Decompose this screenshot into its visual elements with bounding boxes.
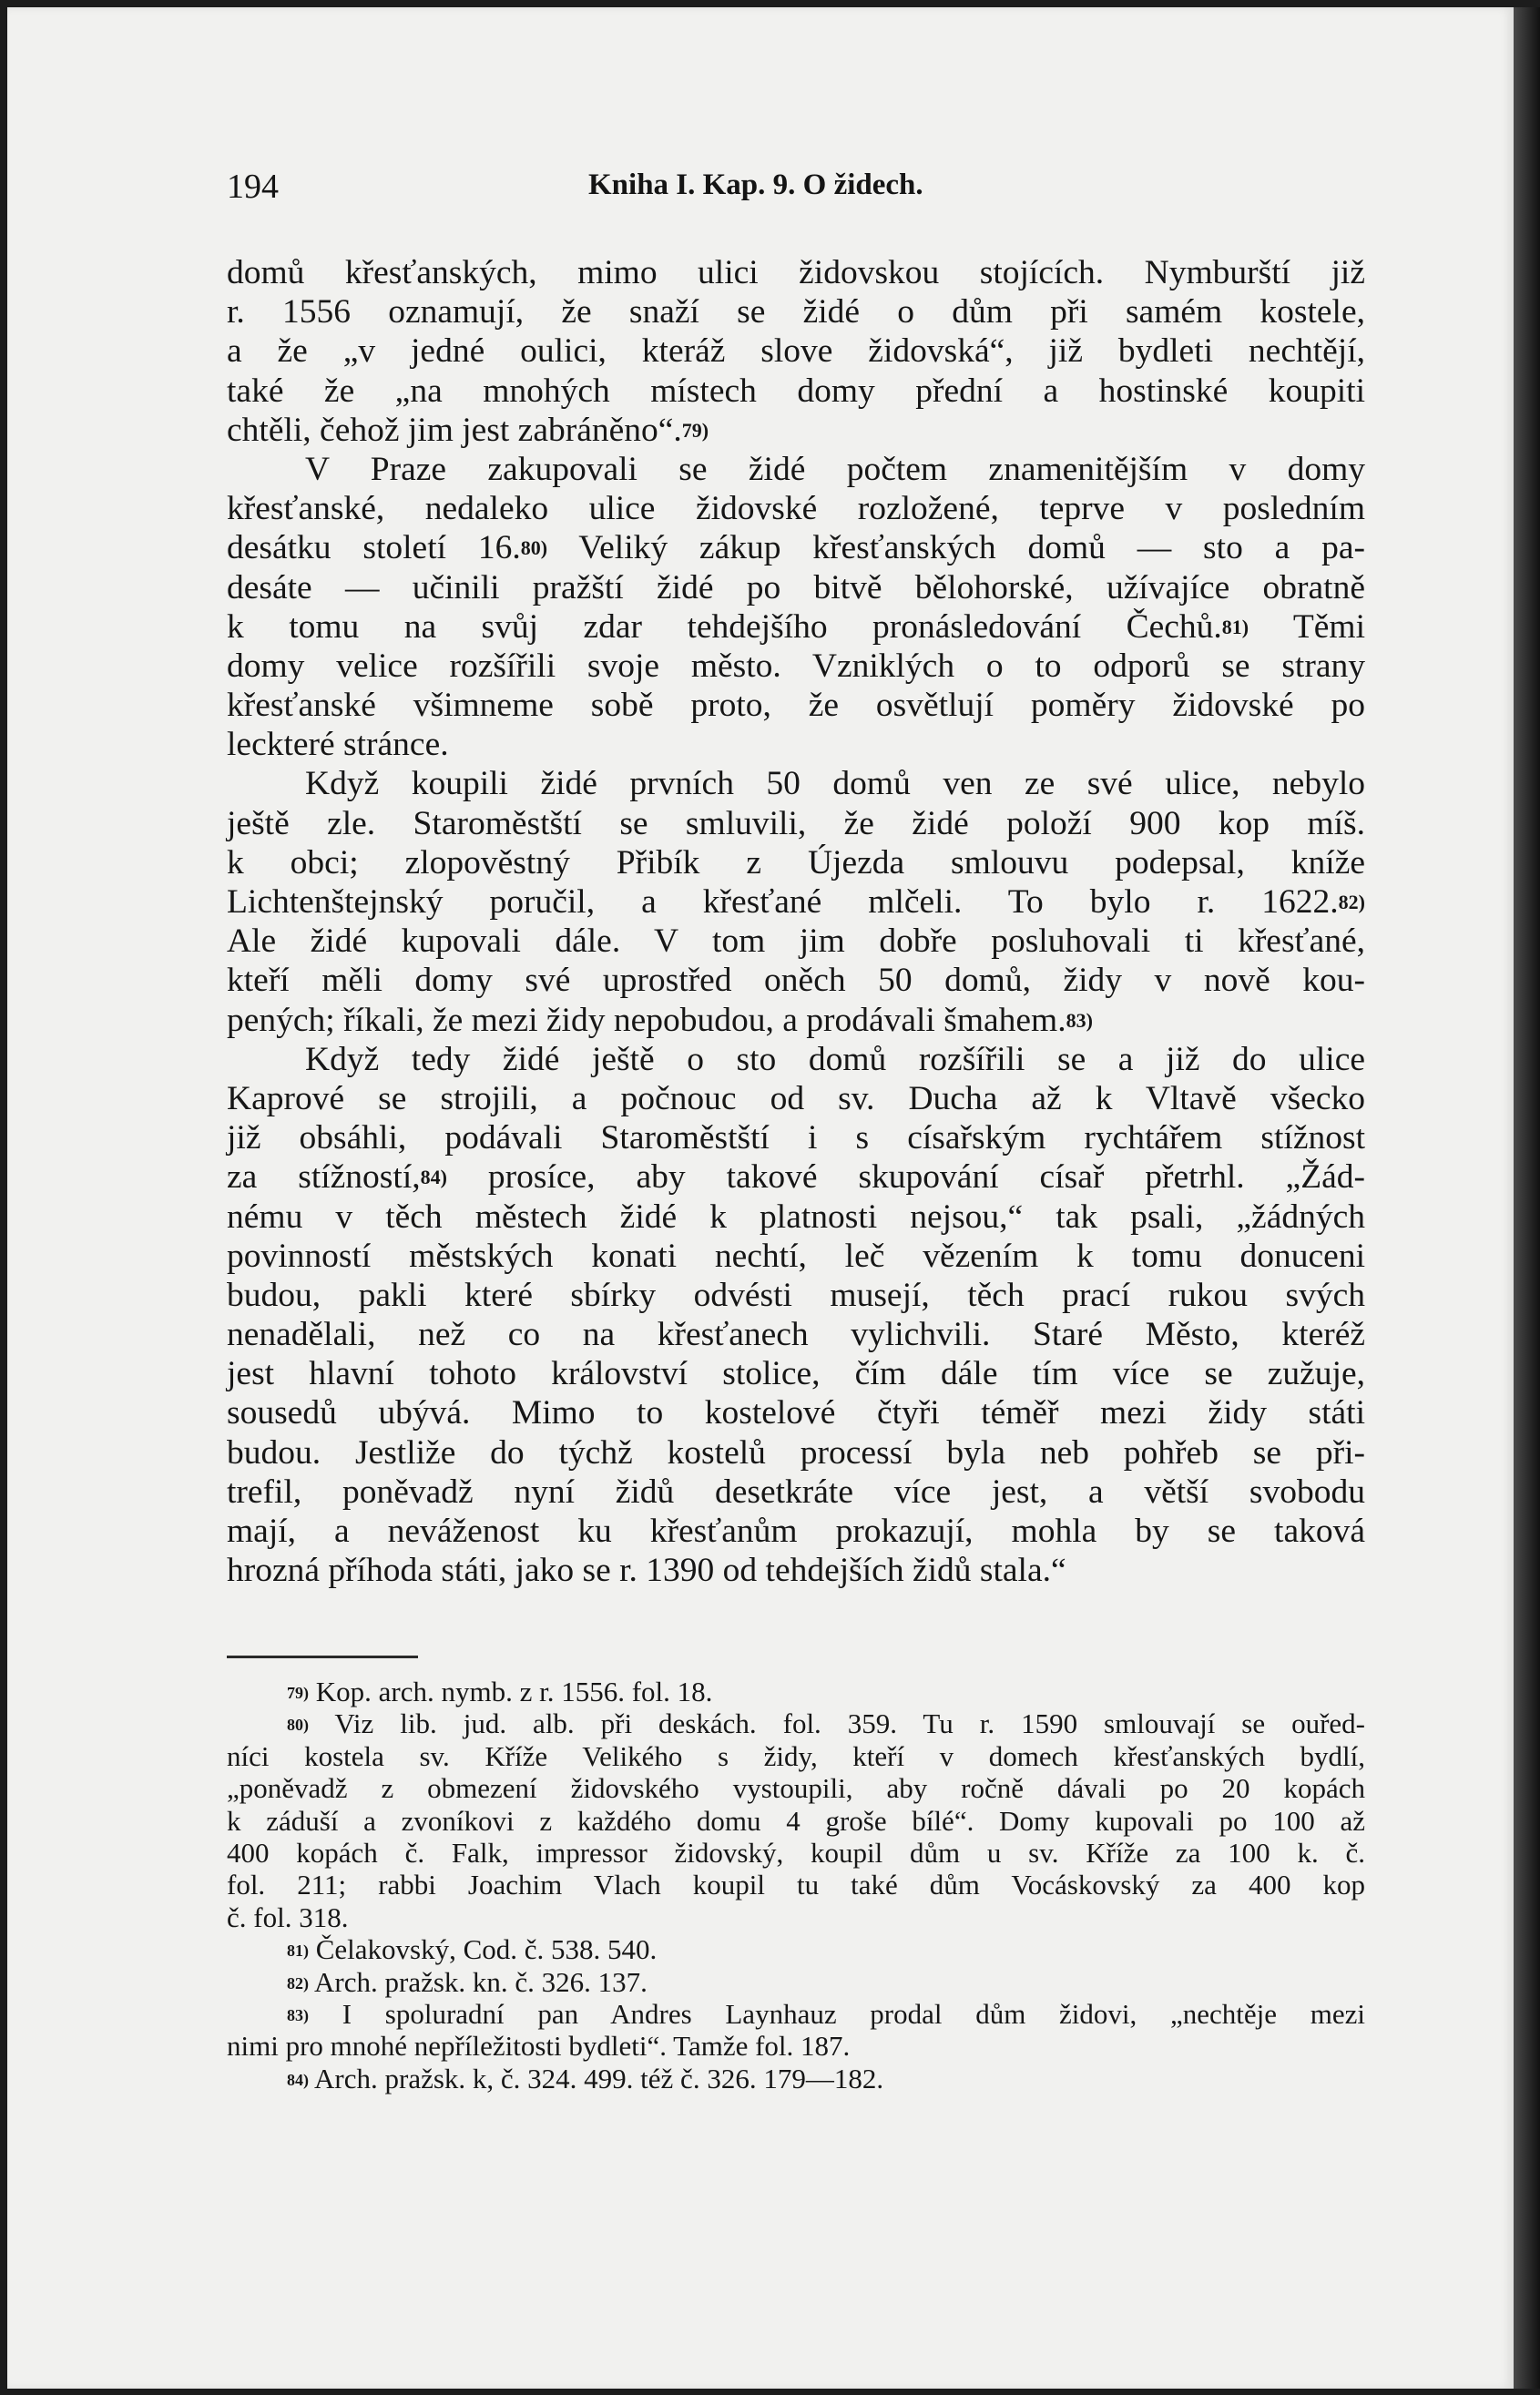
body-line xyxy=(227,1354,1365,1393)
footnote-text: Arch. pražsk. k, č. 324. 499. též č. 326. 179—182. xyxy=(309,2062,884,2094)
body-line-text: Lichtenštejnský poručil, a křesťané mlčeli. To bylo r. 1622. xyxy=(227,883,1339,921)
body-line-text: hrozná příhoda státi, jako se r. 1390 od tehdejších židů stala.“ xyxy=(227,1552,1066,1590)
footnote-line xyxy=(227,1805,1365,1837)
body-line-text: za stížností, xyxy=(227,1158,421,1197)
body-line-text: nenadělali, než co na křesťanech vylichvili. Staré Město, kteréž xyxy=(227,1316,1365,1354)
body-text xyxy=(227,253,1365,1590)
running-title: Kniha I. Kap. 9. O židech. xyxy=(588,168,923,201)
footnote-text: nimi pro mnohé nepříležitosti bydleti“. Tamže fol. 187. xyxy=(227,2030,851,2063)
body-line xyxy=(227,450,1365,489)
body-line-text: trefil, poněvadž nyní židů desetkráte více jest, a větší svobodu xyxy=(227,1473,1365,1511)
body-line-text: a že „v jedné oulici, kteráž slove židovská“, již bydleti nechtějí, xyxy=(227,332,1365,371)
body-line-text: kteří měli domy své uprostřed oněch 50 domů, židy v nově kou- xyxy=(227,962,1365,1000)
body-line xyxy=(227,764,1365,803)
footnote-reference: 84) xyxy=(420,1166,447,1189)
footnotes xyxy=(227,1676,1365,2094)
body-line xyxy=(227,1040,1365,1079)
body-line-text: V Praze zakupovali se židé počtem znamenitějším v domy xyxy=(305,450,1365,488)
body-line-text: k tomu na svůj zdar tehdejšího pronásledování Čechů. xyxy=(227,607,1222,646)
footnote-line xyxy=(227,1998,1365,2030)
body-line-text: křesťanské, nedaleko ulice židovské rozložené, teprve v posledním xyxy=(227,490,1365,528)
footnote-number: 80) xyxy=(287,1716,309,1735)
body-line xyxy=(227,961,1365,1000)
body-line-text: Ale židé kupovali dále. V tom jim dobře posluhovali ti křesťané, xyxy=(227,922,1365,961)
body-line xyxy=(227,1001,1365,1040)
body-line xyxy=(227,1433,1365,1473)
body-line-text: také že „na mnohých místech domy přední a hostinské koupiti xyxy=(227,372,1365,410)
body-line xyxy=(227,568,1365,607)
body-line xyxy=(227,686,1365,725)
footnote-text: č. fol. 318. xyxy=(227,1901,349,1933)
footnote-line xyxy=(227,1869,1365,1901)
footnote-text: k záduší a zvoníkovi z každého domu 4 groše bílé“. Domy kupovali po 100 až xyxy=(227,1804,1365,1837)
body-line-text: nému v těch městech židé k platnosti nejsou,“ tak psali, „žádných xyxy=(227,1198,1365,1236)
footnote-line xyxy=(227,2030,1365,2062)
body-line-text: k obci; zlopověstný Přibík z Újezda smlouvu podepsal, kníže xyxy=(227,843,1365,882)
footnote-text: níci kostela sv. Kříže Velikého s židy, kteří v domech křesťanských bydlí, xyxy=(227,1739,1365,1772)
body-line-text: sousedů ubývá. Mimo to kostelové čtyři téměř mezi židy státi xyxy=(227,1394,1365,1432)
body-line-text: Kaprové se strojili, a počnouc od sv. Ducha až k Vltavě všecko xyxy=(227,1079,1365,1117)
body-line xyxy=(227,372,1365,411)
footnote-separator xyxy=(227,1656,418,1658)
footnote-reference: 79) xyxy=(681,418,709,442)
body-line-text: mají, a neváženost ku křesťanům prokazují, mohla by se taková xyxy=(227,1513,1365,1550)
body-line-text: pených; říkali, že mezi židy nepobudou, a prodávali šmahem. xyxy=(227,1001,1066,1039)
body-line xyxy=(227,253,1365,292)
footnote-line xyxy=(227,2063,1365,2094)
body-line-text: domy velice rozšířili svoje město. Vzniklých o to odporů se strany xyxy=(227,647,1365,685)
body-line xyxy=(227,1079,1365,1118)
body-line xyxy=(227,1157,1365,1197)
body-line xyxy=(227,292,1365,331)
body-line xyxy=(227,1118,1365,1157)
body-line xyxy=(227,528,1365,567)
body-line xyxy=(227,1198,1365,1237)
body-line xyxy=(227,1551,1365,1590)
footnote-line xyxy=(227,1707,1365,1739)
footnote-line xyxy=(227,1772,1365,1804)
footnote-reference: 82) xyxy=(1338,891,1365,913)
footnote-number: 83) xyxy=(287,2005,309,2024)
body-line xyxy=(227,922,1365,961)
body-line xyxy=(227,489,1365,528)
body-line xyxy=(227,411,1365,450)
body-line-text: chtěli, čehož jim jest zabráněno“. xyxy=(227,411,682,449)
footnote-text: fol. 211; rabbi Joachim Vlach koupil tu také dům Vocáskovský za 400 kop xyxy=(227,1869,1365,1901)
body-line xyxy=(227,1393,1365,1432)
footnote-line xyxy=(227,1966,1365,1998)
footnote-text: „poněvadž z obmezení židovského vystoupili, aby ročně dávali po 20 kopách xyxy=(227,1772,1365,1805)
page-header xyxy=(227,167,1365,212)
body-line-text: jest hlavní tohoto království stolice, čím dále tím více se zužuje, xyxy=(227,1355,1365,1393)
footnote-reference: 80) xyxy=(520,536,548,560)
footnote-reference: 83) xyxy=(1066,1008,1093,1032)
body-line-text: Když koupili židé prvních 50 domů ven ze své ulice, nebylo xyxy=(305,765,1365,803)
footnote-text: Kop. arch. nymb. z r. 1556. fol. 18. xyxy=(309,1676,713,1707)
body-line xyxy=(227,331,1365,371)
footnote-line xyxy=(227,1901,1365,1933)
footnote-line xyxy=(227,1676,1365,1707)
footnote-text: Čelakovský, Cod. č. 538. 540. xyxy=(309,1933,658,1966)
body-line-text-after: prosíce, aby takové skupování císař přetrhl. „Žád- xyxy=(446,1158,1365,1197)
footnote-text: I spoluradní pan Andres Laynhauz prodal dům židovi, „nechtěje mezi xyxy=(309,1997,1365,2030)
body-line xyxy=(227,804,1365,843)
body-line-text: r. 1556 oznamují, že snaží se židé o dům při samém kostele, xyxy=(227,293,1365,331)
body-line-text: leckteré stránce. xyxy=(227,726,449,764)
body-line-text: budou. Jestliže do týchž kostelů processí byla neb pohřeb se při- xyxy=(227,1433,1365,1472)
body-line-text: již obsáhli, podávali Staroměstští i s císařským rychtářem stížnost xyxy=(227,1119,1365,1157)
footnote-line xyxy=(227,1933,1365,1965)
body-line xyxy=(227,882,1365,922)
body-line-text: desáte — učinili pražští židé po bitvě bělohorské, užívajíce obratně xyxy=(227,568,1365,606)
body-line xyxy=(227,1276,1365,1315)
footnote-number: 84) xyxy=(287,2070,309,2089)
page-edge-shadow xyxy=(1514,7,1540,2389)
body-line-text-after: Těmi xyxy=(1249,607,1365,646)
body-line xyxy=(227,647,1365,686)
body-line-text: křesťanské všimneme sobě proto, že osvětlují poměry židovské po xyxy=(227,687,1365,725)
page-number: 194 xyxy=(227,168,279,206)
body-line-text: povinností městských konati nechtí, leč vězením k tomu donuceni xyxy=(227,1237,1365,1275)
body-line xyxy=(227,1473,1365,1512)
body-line xyxy=(227,1512,1365,1551)
footnote-number: 81) xyxy=(287,1941,309,1961)
body-line-text: domů křesťanských, mimo ulici židovskou stojících. Nymburští již xyxy=(227,254,1365,291)
body-line-text: Když tedy židé ještě o sto domů rozšířili se a již do ulice xyxy=(305,1040,1365,1078)
footnote-text: Viz lib. jud. alb. při deskách. fol. 359. Tu r. 1590 smlouvají se ouřed- xyxy=(309,1707,1365,1740)
body-line-text: desátku století 16. xyxy=(227,529,521,567)
body-line xyxy=(227,607,1365,647)
body-line xyxy=(227,725,1365,764)
body-line xyxy=(227,843,1365,882)
footnote-number: 82) xyxy=(287,1973,309,1992)
footnote-text: 400 kopách č. Falk, impressor židovský, koupil dům u sv. Kříže za 100 k. č. xyxy=(227,1836,1365,1869)
body-line xyxy=(227,1315,1365,1354)
footnote-line xyxy=(227,1837,1365,1869)
footnote-line xyxy=(227,1740,1365,1772)
body-line xyxy=(227,1237,1365,1276)
footnote-text: Arch. pražsk. kn. č. 326. 137. xyxy=(309,1965,648,1998)
footnote-number: 79) xyxy=(287,1684,309,1702)
body-line-text: ještě zle. Staroměstští se smluvili, že židé položí 900 kop míš. xyxy=(227,804,1365,842)
body-line-text: budou, pakli které sbírky odvésti musejí, těch prací rukou svých xyxy=(227,1276,1365,1314)
body-line-text-after: Veliký zákup křesťanských domů — sto a pa- xyxy=(547,529,1365,567)
footnote-reference: 81) xyxy=(1221,615,1249,638)
